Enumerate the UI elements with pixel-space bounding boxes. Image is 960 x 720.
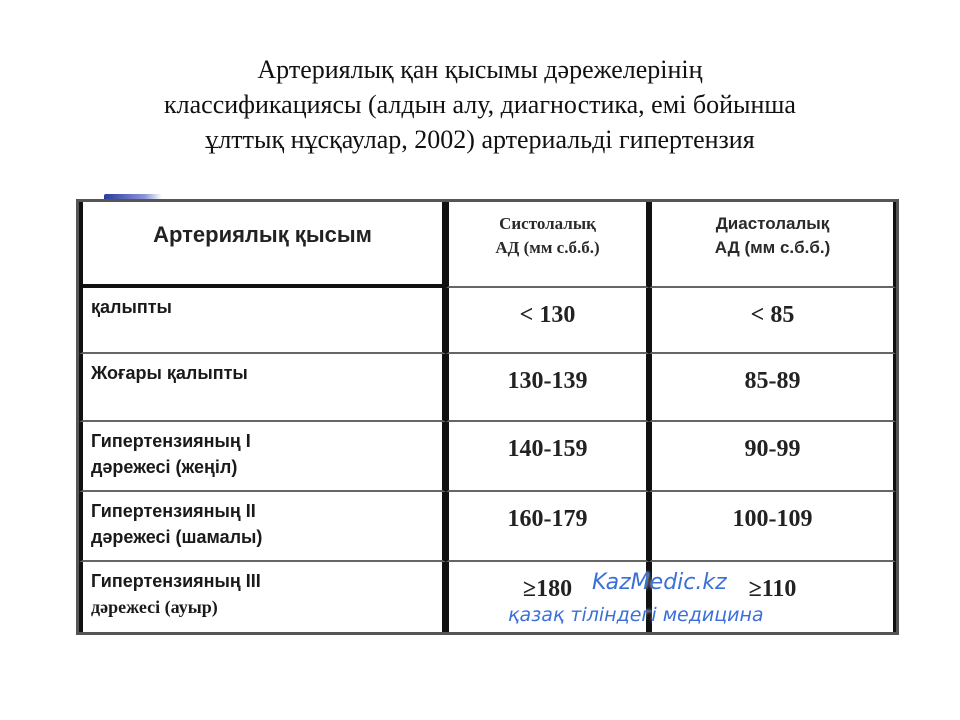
table-row-high-normal xyxy=(79,354,896,422)
blood-pressure-classification-table xyxy=(76,199,899,635)
systolic-normal: < 130 xyxy=(519,302,576,328)
category-grade-3-line-1: Гипертензияның III xyxy=(91,571,261,591)
header-systolic-line-1: Систолалық xyxy=(499,214,596,233)
category-grade-2-line-1: Гипертензияның II xyxy=(91,501,256,521)
table-header-row xyxy=(79,202,896,288)
systolic-grade-1: 140-159 xyxy=(507,436,588,462)
title-line-1: Артериялық қан қысымы дәрежелерінің xyxy=(257,55,703,84)
table-row-grade-2 xyxy=(79,492,896,562)
diastolic-grade-3: ≥110 xyxy=(748,576,797,602)
title-line-2: классификациясы (алдын алу, диагностика, емі бойынша xyxy=(164,90,796,119)
header-diastolic-line-2: АД (мм с.б.б.) xyxy=(714,238,831,257)
diastolic-high-normal: 85-89 xyxy=(744,368,801,394)
header-diastolic-cell xyxy=(649,202,896,288)
category-high-normal: Жоғары қалыпты xyxy=(91,363,248,383)
title-line-3: ұлттық нұсқаулар, 2002) артериальді гипертензия xyxy=(205,125,755,154)
systolic-grade-2: 160-179 xyxy=(507,506,588,532)
header-diastolic xyxy=(652,202,893,260)
diastolic-grade-2: 100-109 xyxy=(732,506,813,532)
watermark-site: KazMedic.kz xyxy=(592,570,727,595)
category-grade-1 xyxy=(83,422,442,480)
category-grade-1-line-1: Гипертензияның I xyxy=(91,431,251,451)
category-grade-2-line-2: дәрежесі (шамалы) xyxy=(91,527,263,547)
slide-title xyxy=(60,52,900,157)
diastolic-normal: < 85 xyxy=(750,302,795,328)
category-grade-3-line-2: дәрежесі (ауыр) xyxy=(91,597,218,617)
systolic-high-normal: 130-139 xyxy=(507,368,588,394)
category-grade-1-line-2: дәрежесі (жеңіл) xyxy=(91,457,238,477)
table-row-grade-3 xyxy=(79,562,896,632)
systolic-grade-3: ≥180 xyxy=(522,576,573,602)
diastolic-grade-1: 90-99 xyxy=(744,436,801,462)
header-category-cell xyxy=(79,202,446,288)
category-grade-2 xyxy=(83,492,442,550)
watermark-tagline: қазақ тіліндегі медицина xyxy=(508,604,764,626)
header-category: Артериялық қысым xyxy=(153,222,372,247)
header-systolic xyxy=(449,202,646,260)
header-systolic-line-2: АД (мм с.б.б.) xyxy=(495,238,600,257)
header-diastolic-line-1: Диастолалық xyxy=(715,214,830,233)
category-normal: қалыпты xyxy=(91,297,172,317)
category-grade-3 xyxy=(83,562,442,620)
table-row-grade-1 xyxy=(79,422,896,492)
table-row-normal xyxy=(79,288,896,354)
header-systolic-cell xyxy=(446,202,649,288)
